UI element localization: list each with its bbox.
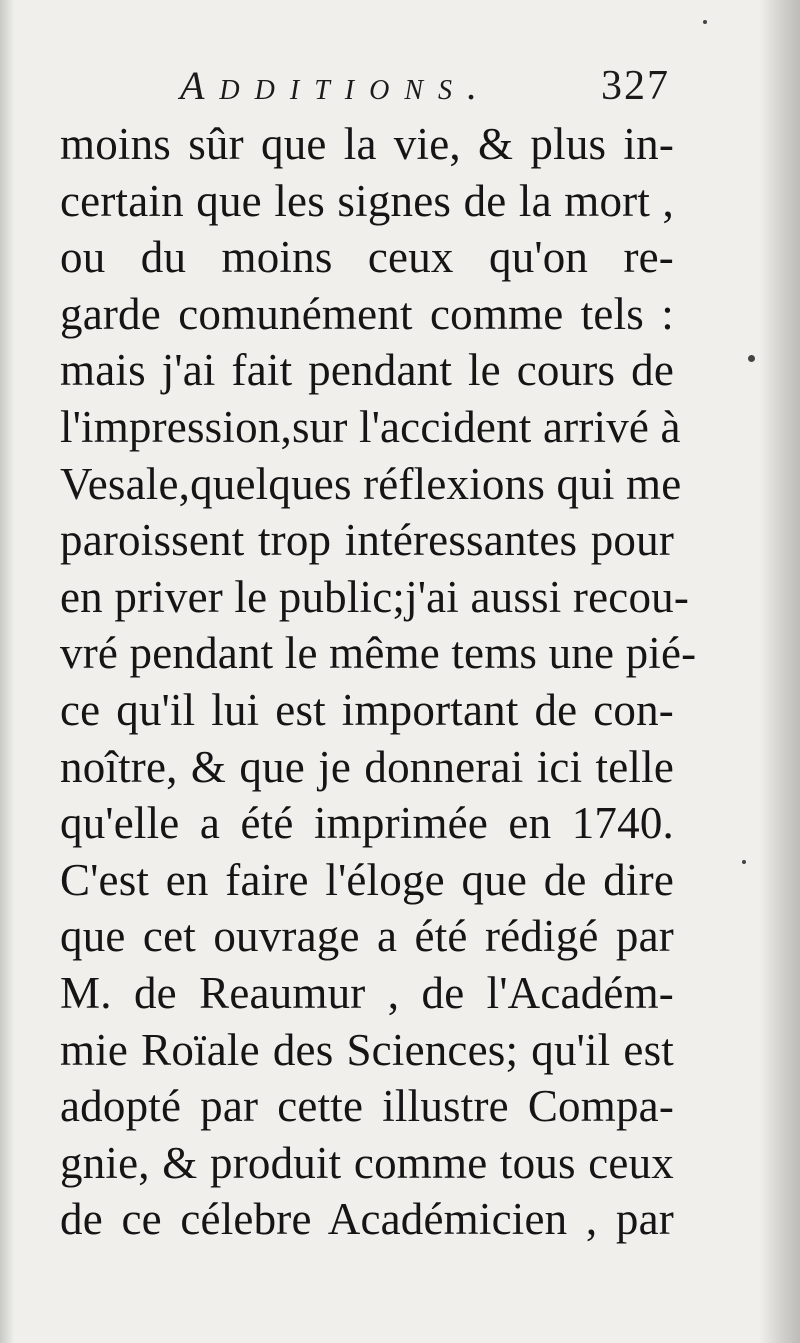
text-line: vré pendant le même tems une pié- bbox=[60, 628, 697, 679]
text-line: ou du moins ceux qu'on re- bbox=[60, 232, 674, 283]
text-line: en priver le public;j'ai aussi recou- bbox=[60, 571, 690, 622]
text-line: adopté par cette illustre Compa- bbox=[60, 1081, 674, 1132]
running-head: Additions. bbox=[180, 63, 492, 108]
ink-speck bbox=[748, 355, 755, 362]
text-line: gnie, & produit comme tous ceux bbox=[60, 1137, 674, 1188]
text-line: certain que les signes de la mort , bbox=[60, 175, 674, 226]
text-line: que cet ouvrage a été rédigé par bbox=[60, 911, 674, 962]
text-line: noître, & que je donnerai ici telle bbox=[60, 741, 674, 792]
text-line: l'impression,sur l'accident arrivé à bbox=[60, 401, 681, 452]
body-text bbox=[60, 116, 697, 1248]
text-line: qu'elle a été imprimée en 1740. bbox=[60, 798, 674, 849]
page-header bbox=[180, 62, 680, 122]
text-line: garde comunément comme tels : bbox=[60, 288, 674, 339]
text-line: mais j'ai fait pendant le cours de bbox=[60, 345, 674, 396]
text-line: Vesale,quelques réflexions qui me bbox=[60, 458, 682, 509]
ink-speck bbox=[742, 860, 746, 864]
text-line: moins sûr que la vie, & plus in- bbox=[60, 119, 674, 169]
text-line: M. de Reaumur , de l'Académ- bbox=[60, 967, 674, 1018]
text-line: C'est en faire l'éloge que de dire bbox=[60, 854, 674, 905]
text-line: paroissent trop intéressantes pour bbox=[60, 515, 674, 566]
text-line: mie Roïale des Sciences; qu'il est bbox=[60, 1024, 674, 1075]
text-line: ce qu'il lui est important de con- bbox=[60, 684, 674, 735]
page-number: 327 bbox=[601, 63, 670, 109]
page-gutter-shadow bbox=[0, 0, 14, 1343]
page-edge-shadow bbox=[760, 0, 800, 1343]
ink-speck bbox=[703, 20, 707, 24]
text-line: de ce célebre Académicien , par bbox=[60, 1194, 674, 1245]
